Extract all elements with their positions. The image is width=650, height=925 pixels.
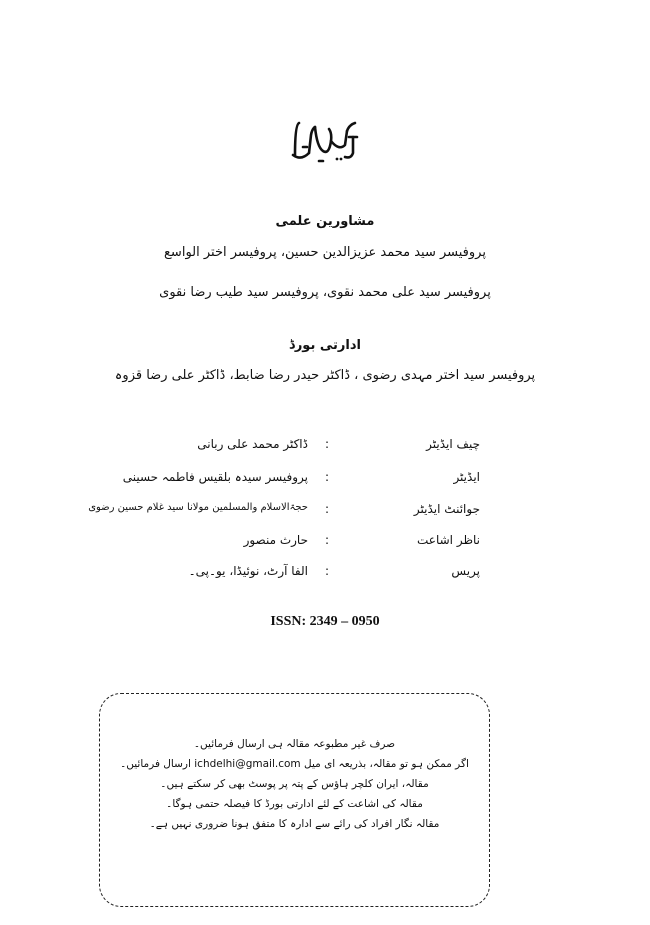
- joint-editor-row: [88, 502, 480, 522]
- submission-notice-box: [99, 693, 490, 907]
- separator-colon: :: [324, 470, 330, 484]
- advisors-line-2: پروفیسر سید علی محمد نقوی، پروفیسر سید طیب رضا نقوی: [159, 285, 491, 300]
- separator-colon: :: [324, 564, 330, 578]
- editor-row: [100, 470, 480, 490]
- notice-item: اگر ممکن ہو تو مقالہ، بذریعہ ای میل ichdelhi@gmail.com ارسال فرمائیں۔: [120, 758, 469, 770]
- separator-colon: :: [324, 437, 330, 451]
- publication-manager-row: [100, 533, 480, 553]
- person-name: حارث منصور: [243, 533, 308, 547]
- board-members-line: پروفیسر سید اختر مہدی رضوی ، ڈاکٹر حیدر رضا ضابط، ڈاکٹر علی رضا قزوہ: [114, 368, 536, 383]
- chief-editor-row: [100, 437, 480, 457]
- person-name: حجۃالاسلام والمسلمین مولانا سید غلام حسین رضوی: [88, 502, 308, 513]
- person-name: ڈاکٹر محمد علی ربانی: [197, 437, 308, 451]
- notice-item: صرف غیر مطبوعہ مقالہ ہی ارسال فرمائیں۔: [193, 738, 396, 750]
- role-label: پریس: [451, 564, 480, 578]
- notice-item: مقالہ نگار افراد کی رائے سے ادارہ کا متفق ہونا ضروری نہیں ہے۔: [149, 818, 440, 830]
- advisors-line-1: پروفیسر سید محمد عزیزالدین حسین، پروفیسر اختر الواسع: [164, 245, 486, 260]
- issn-number: ISSN: 2349 – 0950: [270, 614, 380, 629]
- calligraphy-logo-icon: [289, 117, 361, 165]
- notice-item: مقالہ، ایران کلچر ہاؤس کے پتہ پر پوسٹ بھی کر سکتے ہیں۔: [160, 778, 429, 790]
- person-name: پروفیسر سیدہ بلقیس فاطمہ حسینی: [122, 470, 308, 484]
- separator-colon: :: [324, 533, 330, 547]
- board-heading: ادارتی بورڈ: [289, 338, 361, 353]
- press-row: [100, 564, 480, 584]
- notice-item: مقالہ کی اشاعت کے لئے ادارتی بورڈ کا فیصلہ حتمی ہوگا۔: [166, 798, 423, 810]
- role-label: ایڈیٹر: [453, 470, 480, 484]
- role-label: جوائنٹ ایڈیٹر: [413, 502, 480, 516]
- notice-list: [100, 734, 489, 834]
- advisors-heading: مشاورین علمی: [275, 214, 375, 229]
- role-label: چیف ایڈیٹر: [426, 437, 480, 451]
- separator-colon: :: [324, 502, 330, 516]
- press-name: الفا آرٹ، نوئیڈا، یو۔پی۔: [188, 564, 308, 578]
- role-label: ناظر اشاعت: [417, 533, 480, 547]
